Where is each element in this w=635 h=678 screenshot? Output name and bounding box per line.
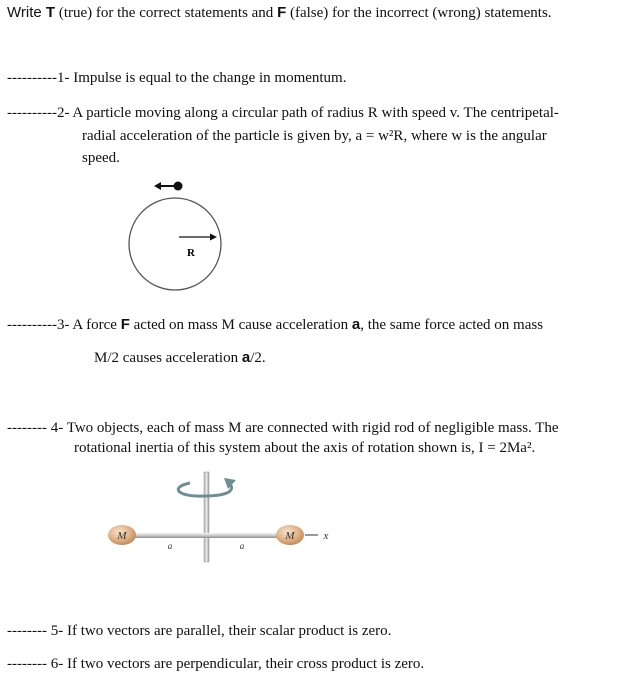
- velocity-arrowhead: [154, 182, 161, 190]
- heading-write: Write: [7, 4, 46, 21]
- statement-6-number: 6-: [50, 656, 64, 672]
- heading-f: F: [277, 4, 287, 21]
- rotation-axis: [204, 472, 209, 562]
- distance-left-label: a: [167, 541, 173, 551]
- radius-label: R: [187, 247, 195, 259]
- statement-3-text-a: A force: [72, 317, 121, 333]
- radius-arrowhead: [210, 234, 217, 241]
- statement-3-line2-a: M/2 causes acceleration: [94, 350, 242, 366]
- statement-4: [7, 418, 559, 438]
- circular-motion-figure: [120, 176, 230, 294]
- mass-right-label: M: [285, 530, 295, 542]
- rotation-arrowhead: [224, 478, 236, 489]
- statement-5-number: 5-: [50, 623, 64, 639]
- answer-blank-3[interactable]: ----------: [7, 317, 57, 333]
- statement-3-line2-b: /2.: [250, 350, 266, 366]
- statement-3-bold-f: F: [120, 316, 130, 333]
- heading-post: (false) for the incorrect (wrong) statements.: [286, 5, 552, 21]
- heading-mid: (true) for the correct statements and: [55, 5, 278, 21]
- statement-3-text-c: , the same force acted on mass: [360, 317, 544, 333]
- connecting-rod: [120, 533, 300, 538]
- statement-1-number: 1-: [56, 70, 70, 86]
- statement-5-text: If two vectors are parallel, their scalar product is zero.: [66, 623, 392, 639]
- statement-3-bold-a: a: [351, 316, 361, 333]
- answer-blank-5[interactable]: --------: [7, 623, 47, 639]
- statement-2-line1: A particle moving along a circular path of radius R with speed v. The centripetal-: [72, 105, 559, 121]
- statement-2-line3: speed.: [82, 150, 120, 166]
- statement-2-line2: radial acceleration of the particle is given by, a = w²R, where w is the angular: [82, 128, 547, 144]
- particle-dot: [174, 182, 183, 191]
- statement-4-number: 4-: [50, 420, 64, 436]
- statement-3: [7, 315, 543, 335]
- statement-6-text: If two vectors are perpendicular, their cross product is zero.: [66, 656, 425, 672]
- circular-path: [129, 198, 221, 290]
- statement-2-first-line: [7, 103, 559, 123]
- answer-blank-2[interactable]: ----------: [7, 105, 57, 121]
- statement-1-text: Impulse is equal to the change in momentum.: [73, 70, 347, 86]
- answer-blank-6[interactable]: --------: [7, 656, 47, 672]
- statement-3-number: 3-: [56, 317, 70, 333]
- statement-6: [7, 654, 424, 674]
- statement-3-line2: [94, 348, 266, 368]
- answer-blank-4[interactable]: --------: [7, 420, 47, 436]
- statement-4-line1: Two objects, each of mass M are connected with rigid rod of negligible mass. The: [66, 420, 559, 436]
- statement-2-number: 2-: [56, 105, 70, 121]
- x-axis-label: x: [323, 530, 329, 542]
- mass-left-label: M: [117, 530, 127, 542]
- answer-blank-1[interactable]: ----------: [7, 70, 57, 86]
- statement-1: [7, 68, 346, 88]
- statement-3-text-b: acted on mass M cause acceleration: [129, 317, 352, 333]
- heading-t: T: [45, 4, 56, 21]
- statement-5: [7, 621, 391, 641]
- rotational-inertia-figure: [100, 466, 340, 566]
- statement-4-line2: rotational inertia of this system about the axis of rotation shown is, I = 2Ma².: [74, 440, 536, 456]
- statement-3-line2-bold: a: [241, 349, 251, 366]
- instruction-heading: [7, 3, 552, 23]
- distance-right-label: a: [239, 541, 245, 551]
